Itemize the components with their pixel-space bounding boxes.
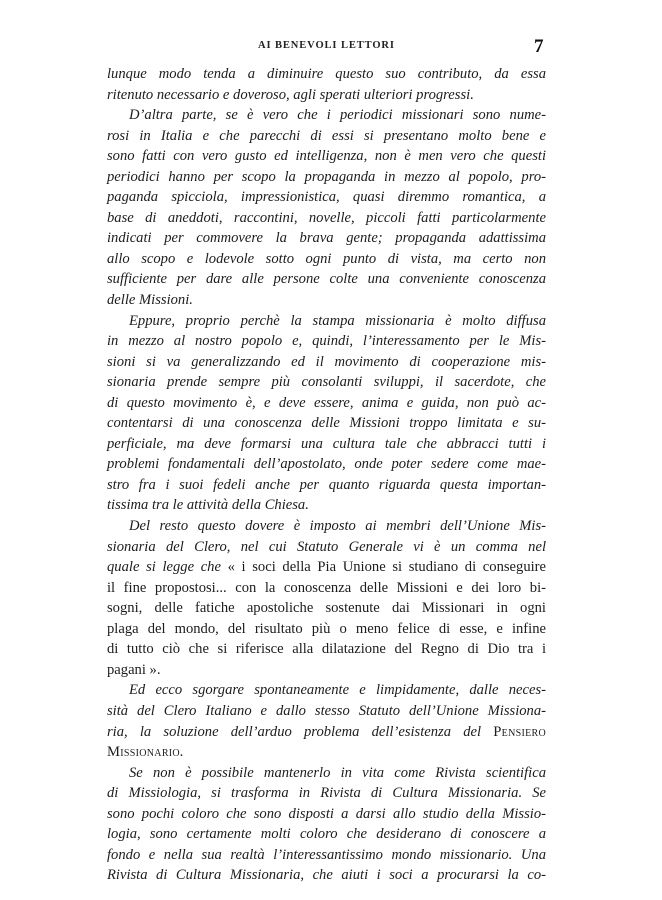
text-line: sufficiente per dare alle persone colte una conveniente conoscenza bbox=[107, 271, 546, 288]
text-line: delle Missioni. bbox=[107, 292, 193, 309]
text-line: in mezzo al nostro popolo e, quindi, l’interessamento per le Mis- bbox=[107, 333, 546, 350]
journal-title-small-caps: Missionario bbox=[107, 744, 180, 761]
text-line: di Missiologia, si trasforma in Rivista di Cultura Missionaria. Se bbox=[107, 785, 546, 802]
text-line: base di aneddoti, raccontini, novelle, piccoli fatti particolarmente bbox=[107, 209, 546, 226]
body-text bbox=[107, 64, 546, 886]
text-line: ritenuto necessario e doveroso, agli sperati ulteriori progressi. bbox=[107, 86, 474, 103]
text-line: paganda spicciola, impressionistica, quasi diremmo romantica, a bbox=[107, 189, 546, 206]
text-line: indicati per commovere la brava gente; propaganda adattissima bbox=[107, 230, 546, 247]
quotation-segment: « i soci della Pia Unione si studiano di conseguire bbox=[227, 559, 547, 576]
text-segment-italic: ria, la soluzione dell’arduo problema dell’esistenza del bbox=[107, 723, 494, 740]
quotation-line: di tutto ciò che si riferisce alla dilatazione del Regno di Dio tra i bbox=[107, 641, 546, 658]
text-line: problemi fondamentali dell’apostolato, onde poter sedere come mae- bbox=[107, 456, 546, 473]
quotation-line: plaga del mondo, del risultato più o meno felice di esse, e infine bbox=[107, 620, 546, 637]
text-line: sono pochi coloro che sono disposti a darsi allo studio della Missio- bbox=[107, 805, 546, 822]
text-line: periodici hanno per scopo la propaganda in mezzo al popolo, pro- bbox=[107, 168, 546, 185]
quotation-line: pagani ». bbox=[107, 661, 161, 678]
quotation-line: il fine propostosi... con la conoscenza delle Missioni e dei loro bi- bbox=[107, 579, 546, 596]
text-line-mixed bbox=[107, 557, 546, 578]
quotation-line: sogni, delle fatiche apostoliche sostenute dai Missionari in ogni bbox=[107, 600, 546, 617]
text-line: tissima tra le attività della Chiesa. bbox=[107, 497, 309, 514]
page-number: 7 bbox=[534, 36, 544, 57]
text-line: sono fatti con vero gusto ed intelligenza, non è men vero che questi bbox=[107, 148, 546, 165]
running-head: AI BENEVOLI LETTORI bbox=[258, 40, 395, 51]
text-line: sionaria prende sempre più consolanti sviluppi, il sacerdote, che bbox=[107, 374, 546, 391]
text-line: sionaria del Clero, nel cui Statuto Generale vi è un comma nel bbox=[107, 538, 546, 555]
text-line: contentarsi di una conoscenza delle Missioni troppo limitata e su- bbox=[107, 415, 546, 432]
journal-title-small-caps: Pensiero bbox=[493, 723, 546, 740]
text-line: Rivista di Cultura Missionaria, che aiuti i soci a procurarsi la co- bbox=[107, 867, 546, 884]
text-line: rosi in Italia e che parecchi di essi si presentano molto bene e bbox=[107, 127, 546, 144]
text-line-mixed bbox=[107, 742, 546, 763]
paragraph-start-line: D’altra parte, se è vero che i periodici missionari sono nume- bbox=[129, 107, 546, 124]
text-line: stro fra i suoi fedeli anche per quanto riguarda questa importan- bbox=[107, 476, 546, 493]
text-segment-italic: quale si legge che bbox=[107, 559, 228, 576]
text-segment-italic: . bbox=[179, 744, 184, 761]
text-line-mixed bbox=[107, 722, 546, 743]
text-line: lunque modo tenda a diminuire questo suo contributo, da essa bbox=[107, 66, 546, 82]
paragraph-start-line: Se non è possibile mantenerlo in vita come Rivista scientifica bbox=[129, 764, 546, 781]
text-line: sioni si va generalizzando ed il movimento di cooperazione mis- bbox=[107, 353, 546, 370]
text-line: di questo movimento è, e deve essere, anima e guida, non può ac- bbox=[107, 394, 546, 411]
paragraph-start-line: Eppure, proprio perchè la stampa missionaria è molto diffusa bbox=[129, 312, 546, 329]
paragraph-start-line: Del resto questo dovere è imposto ai membri dell’Unione Mis- bbox=[129, 518, 546, 535]
paragraph-start-line: Ed ecco sgorgare spontaneamente e limpidamente, dalle neces- bbox=[129, 682, 546, 699]
text-line: logia, sono certamente molti coloro che desiderano di conoscere a bbox=[107, 826, 546, 843]
text-line: perficiale, ma deve formarsi una cultura tale che abbracci tutti i bbox=[107, 435, 546, 452]
text-line: fondo e nella sua realtà l’interessantissimo mondo missionario. Una bbox=[107, 846, 546, 863]
text-line: allo scopo e lodevole sotto ogni punto di vista, ma certo non bbox=[107, 250, 546, 267]
text-line: sità del Clero Italiano e dallo stesso Statuto dell’Unione Missiona- bbox=[107, 702, 546, 719]
